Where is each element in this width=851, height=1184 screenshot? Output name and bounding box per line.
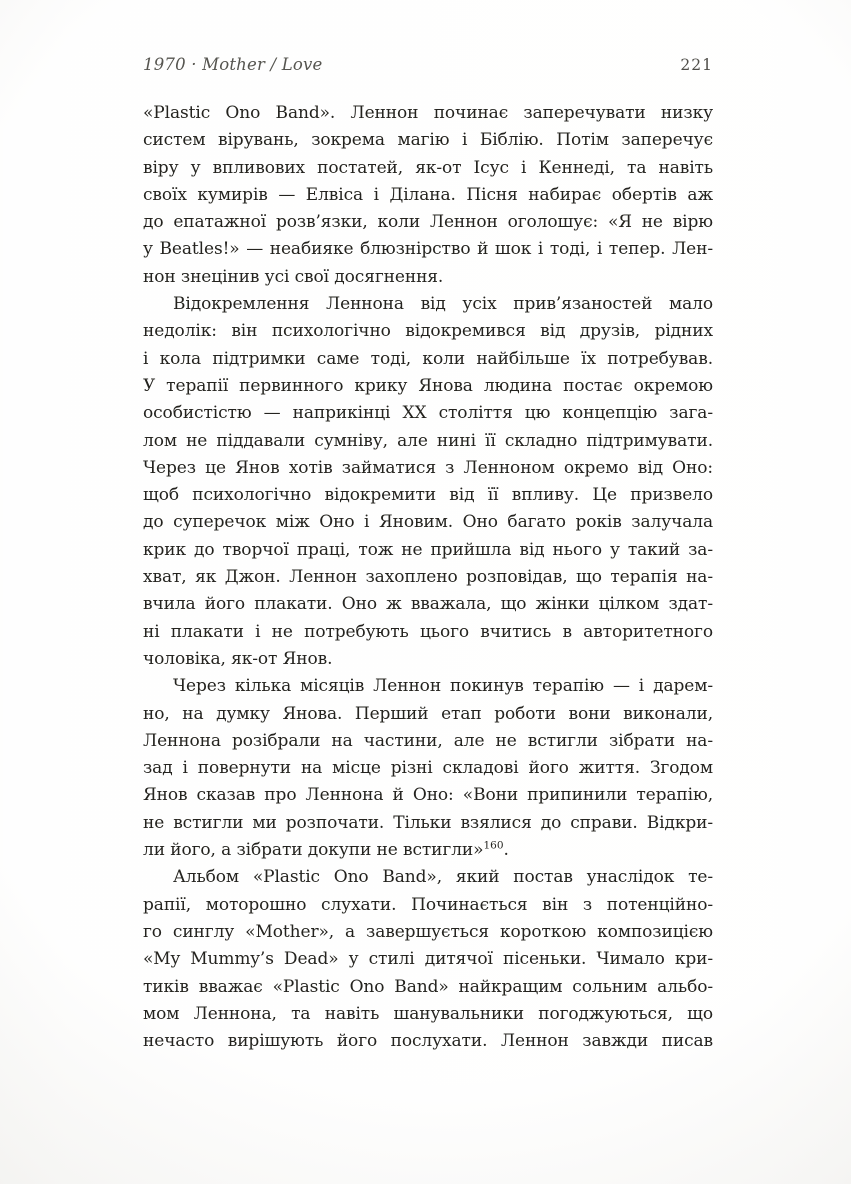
text-line: до епатажної розв’язки, коли Леннон оголошує: «Я не вірю [143, 212, 713, 233]
text-line: вчила його плакати. Оно ж вважала, що жінки цілком здат- [143, 594, 713, 615]
text-line: крик до творчої праці, тож не прийшла від нього у такий за- [143, 539, 713, 560]
footnote-reference: 160 [483, 839, 504, 852]
text-line: Альбом «Plastic Ono Band», який постав унаслідок те- [173, 867, 713, 888]
text-line: систем вірувань, зокрема магію і Біблію. Потім заперечує [143, 130, 713, 151]
text-line: своїх кумирів — Елвіса і Ділана. Пісня набирає обертів аж [143, 184, 713, 205]
text-line: лом не піддавали сумніву, але нині її складно підтримувати. [143, 430, 713, 451]
text-line: У терапії первинного крику Янова людина постає окремою [143, 375, 713, 396]
text-line: мом Леннона, та навіть шанувальники погоджуються, що [143, 1003, 713, 1024]
text-line: і кола підтримки саме тоді, коли найбільше їх потребував. [143, 348, 713, 369]
text-line: Через це Янов хотів займатися з Ленноном окремо від Оно: [143, 457, 713, 478]
text-line: тиків вважає «Plastic Ono Band» найкращим сольним альбо- [143, 976, 713, 997]
page-header [143, 55, 713, 74]
text-line: «My Mummy’s Dead» у стилі дитячої пісеньки. Чимало кри- [143, 949, 713, 970]
text-line: щоб психологічно відокремити від її впливу. Це призвело [143, 485, 713, 506]
text-line: віру у впливових постатей, як-от Ісус і Кеннеді, та навіть [143, 157, 713, 178]
text-line: нон знецінив усі свої досягнення. [143, 266, 444, 287]
text-line: не встигли ми розпочати. Тільки взялися до справи. Відкри- [143, 812, 713, 833]
running-title: 1970 · Mother / Love [143, 55, 323, 74]
text-line: Леннона розібрали на частини, але не встигли зібрати на- [143, 730, 713, 751]
text-line: чоловіка, як-от Янов. [143, 648, 333, 669]
text-line: ні плакати і не потребують цього вчитись в авторитетного [143, 621, 713, 642]
text-line: ли його, а зібрати докупи не встигли»$^{160}$. [143, 839, 509, 861]
page-number: 221 [680, 56, 713, 74]
text-line: Янов сказав про Леннона й Оно: «Вони припинили терапію, [143, 785, 713, 806]
text-line: рапії, моторошно слухати. Починається він з потенційно- [143, 894, 713, 915]
text-line: особистістю — наприкінці XX століття цю концепцію зага- [143, 403, 713, 424]
text-line: го синглу «Mother», а завершується короткою композицією [143, 921, 713, 942]
text-line: Через кілька місяців Леннон покинув терапію — і дарем- [173, 676, 713, 697]
text-line: «Plastic Ono Band». Леннон починає заперечувати низку [143, 103, 713, 123]
text-line: но, на думку Янова. Перший етап роботи вони виконали, [143, 703, 713, 724]
text-line: Відокремлення Леннона від усіх прив’язаностей мало [173, 294, 713, 315]
text-line: нечасто вирішують його послухати. Леннон завжди писав [143, 1031, 713, 1052]
text-line: зад і повернути на місце різні складові його життя. Згодом [143, 758, 713, 779]
body-text [143, 100, 713, 1055]
text-line: у Beatles!» — неабияке блюзнірство й шок і тоді, і тепер. Лен- [143, 239, 713, 260]
text-line: хват, як Джон. Леннон захоплено розповідав, що терапія на- [143, 567, 713, 588]
text-line: до суперечок між Оно і Яновим. Оно багато років залучала [143, 512, 713, 533]
text-line: недолік: він психологічно відокремився від друзів, рідних [143, 321, 713, 342]
